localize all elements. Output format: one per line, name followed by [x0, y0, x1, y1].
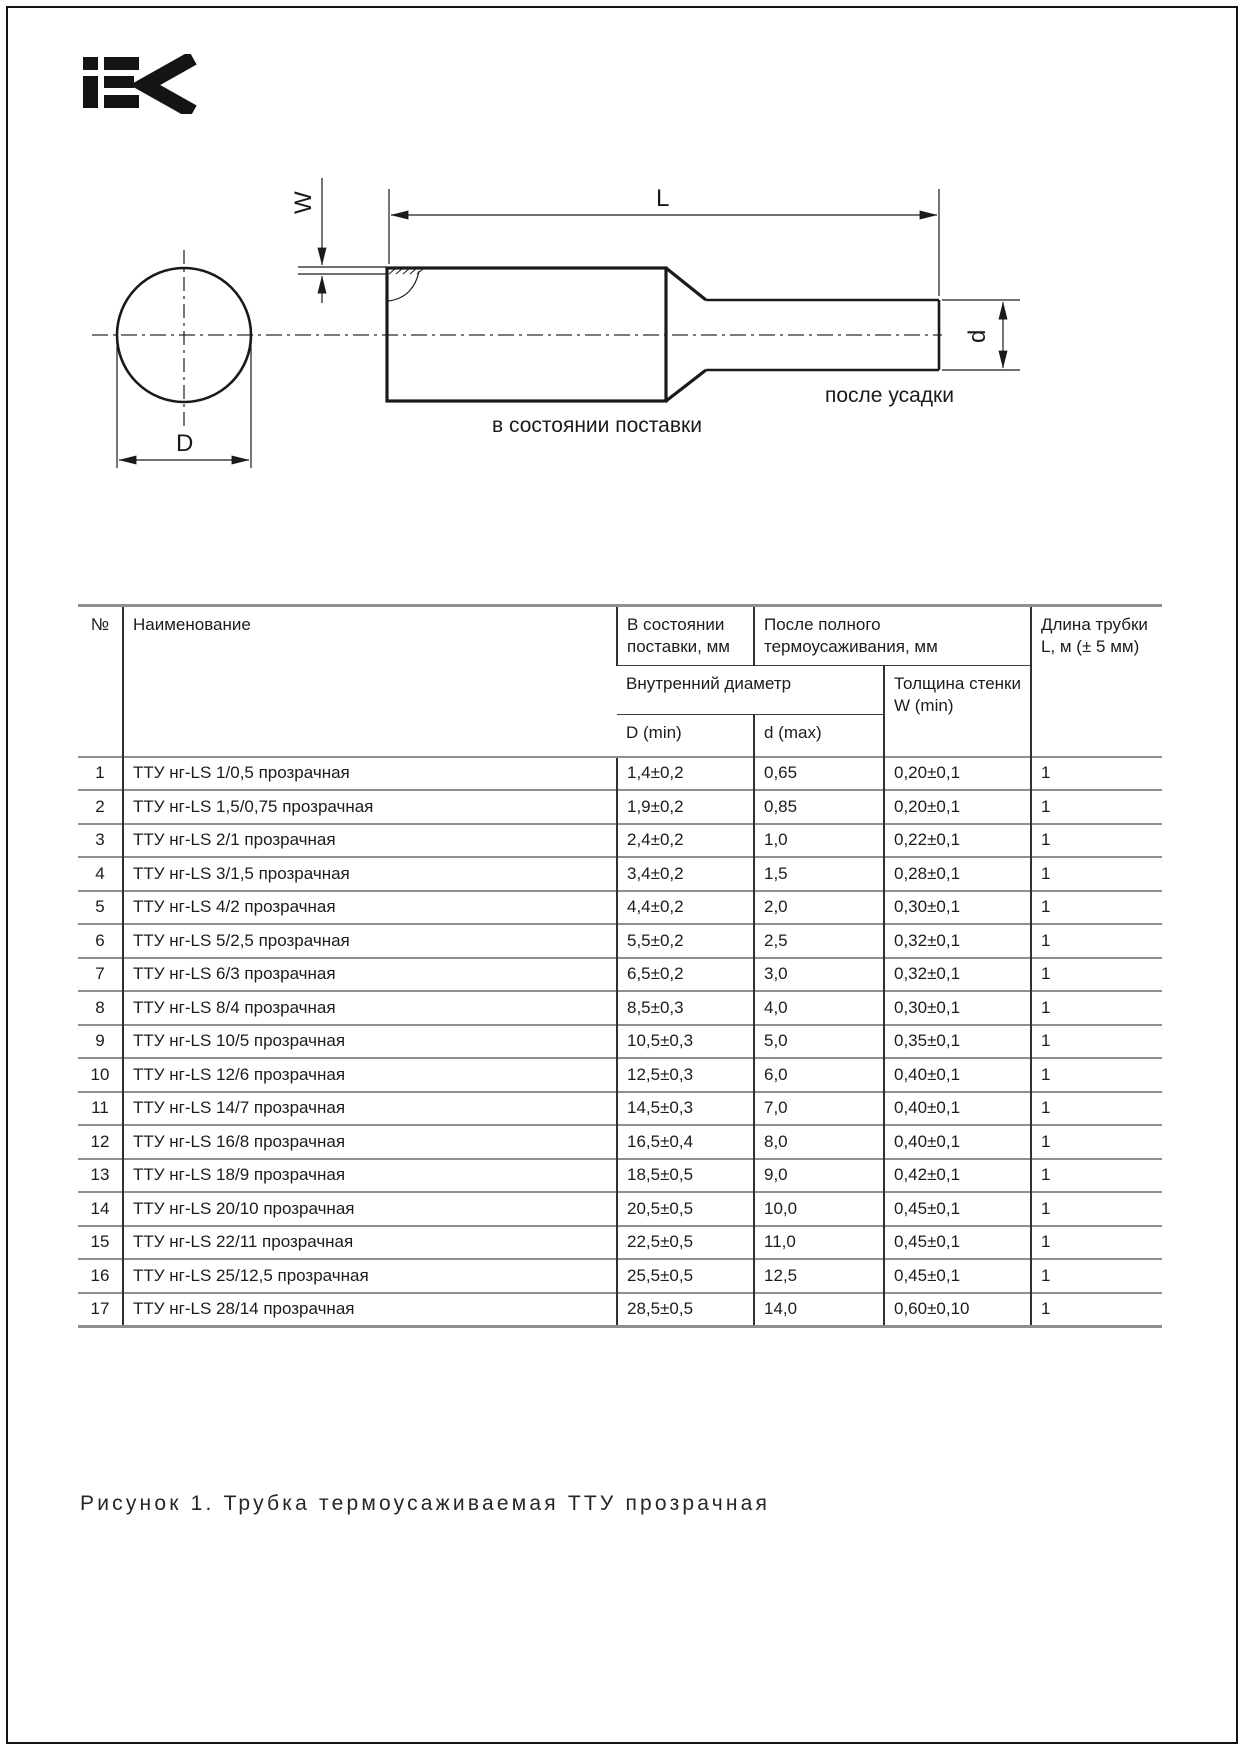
cell-W-min: 0,40±0,1	[884, 1092, 1031, 1126]
spec-table-body	[78, 757, 1162, 1327]
table-row	[78, 857, 1162, 891]
cell-L: 1	[1031, 1259, 1162, 1293]
cell-num: 14	[78, 1192, 123, 1226]
cell-D-min: 1,4±0,2	[617, 757, 754, 791]
cell-W-min: 0,40±0,1	[884, 1058, 1031, 1092]
cell-L: 1	[1031, 790, 1162, 824]
cell-name: ТТУ нг-LS 16/8 прозрачная	[123, 1125, 617, 1159]
col-header-d-max: d (max)	[754, 715, 884, 757]
cell-num: 10	[78, 1058, 123, 1092]
dimension-d	[942, 300, 1020, 370]
cell-D-min: 12,5±0,3	[617, 1058, 754, 1092]
col-header-after-shrink: После полного термоусаживания, мм	[754, 606, 1031, 666]
cell-name: ТТУ нг-LS 10/5 прозрачная	[123, 1025, 617, 1059]
cell-num: 7	[78, 958, 123, 992]
table-row	[78, 991, 1162, 1025]
after-shrink-label: после усадки	[825, 384, 954, 407]
table-row	[78, 1058, 1162, 1092]
spec-table	[78, 604, 1162, 1328]
col-header-tube-length: Длина трубки L, м (± 5 мм)	[1031, 606, 1162, 757]
table-row	[78, 1259, 1162, 1293]
col-header-wall-thickness: Толщина стенки W (min)	[884, 666, 1031, 757]
cell-W-min: 0,45±0,1	[884, 1192, 1031, 1226]
cell-name: ТТУ нг-LS 4/2 прозрачная	[123, 891, 617, 925]
cell-D-min: 6,5±0,2	[617, 958, 754, 992]
technical-drawing	[80, 170, 1030, 470]
cell-L: 1	[1031, 824, 1162, 858]
cell-name: ТТУ нг-LS 28/14 прозрачная	[123, 1293, 617, 1327]
cell-L: 1	[1031, 1159, 1162, 1193]
cell-W-min: 0,22±0,1	[884, 824, 1031, 858]
cell-D-min: 25,5±0,5	[617, 1259, 754, 1293]
cell-W-min: 0,30±0,1	[884, 991, 1031, 1025]
cell-D-min: 3,4±0,2	[617, 857, 754, 891]
cell-name: ТТУ нг-LS 25/12,5 прозрачная	[123, 1259, 617, 1293]
cell-num: 16	[78, 1259, 123, 1293]
col-header-num: №	[90, 615, 110, 634]
cell-name: ТТУ нг-LS 18/9 прозрачная	[123, 1159, 617, 1193]
figure-caption: Рисунок 1. Трубка термоусаживаемая ТТУ прозрачная	[80, 1492, 771, 1515]
cell-d-max: 9,0	[754, 1159, 884, 1193]
cell-L: 1	[1031, 1058, 1162, 1092]
cell-D-min: 28,5±0,5	[617, 1293, 754, 1327]
spec-table-head	[78, 606, 1162, 757]
cell-name: ТТУ нг-LS 14/7 прозрачная	[123, 1092, 617, 1126]
delivery-state-label: в состоянии поставки	[492, 414, 702, 437]
cell-L: 1	[1031, 1192, 1162, 1226]
dimension-L-label: L	[656, 185, 670, 212]
cell-D-min: 2,4±0,2	[617, 824, 754, 858]
dimension-D-label: D	[176, 430, 194, 457]
cell-D-min: 10,5±0,3	[617, 1025, 754, 1059]
cell-num: 3	[78, 824, 123, 858]
cell-L: 1	[1031, 958, 1162, 992]
cell-L: 1	[1031, 924, 1162, 958]
table-row	[78, 1092, 1162, 1126]
table-row	[78, 790, 1162, 824]
cell-D-min: 5,5±0,2	[617, 924, 754, 958]
cell-d-max: 6,0	[754, 1058, 884, 1092]
header-row-groups	[78, 606, 1162, 666]
cell-L: 1	[1031, 1092, 1162, 1126]
table-row	[78, 1159, 1162, 1193]
cell-name: ТТУ нг-LS 1,5/0,75 прозрачная	[123, 790, 617, 824]
col-header-delivery-state: В состоянии поставки, мм	[617, 606, 754, 666]
iek-logo	[81, 54, 201, 114]
cell-L: 1	[1031, 1293, 1162, 1327]
cell-D-min: 14,5±0,3	[617, 1092, 754, 1126]
table-row	[78, 891, 1162, 925]
dimension-W-label: W	[290, 191, 317, 214]
cell-W-min: 0,45±0,1	[884, 1259, 1031, 1293]
cell-d-max: 2,5	[754, 924, 884, 958]
cell-W-min: 0,20±0,1	[884, 757, 1031, 791]
dimension-L	[389, 185, 939, 296]
cell-D-min: 1,9±0,2	[617, 790, 754, 824]
cell-num: 5	[78, 891, 123, 925]
cell-d-max: 0,65	[754, 757, 884, 791]
cell-W-min: 0,28±0,1	[884, 857, 1031, 891]
cell-W-min: 0,45±0,1	[884, 1226, 1031, 1260]
cell-num: 4	[78, 857, 123, 891]
table-row	[78, 1293, 1162, 1327]
cell-L: 1	[1031, 891, 1162, 925]
cell-d-max: 12,5	[754, 1259, 884, 1293]
table-row	[78, 1125, 1162, 1159]
cell-name: ТТУ нг-LS 2/1 прозрачная	[123, 824, 617, 858]
cell-name: ТТУ нг-LS 1/0,5 прозрачная	[123, 757, 617, 791]
iek-logo-glyphs	[83, 57, 193, 112]
cell-num: 8	[78, 991, 123, 1025]
cell-D-min: 22,5±0,5	[617, 1226, 754, 1260]
table-row	[78, 958, 1162, 992]
cell-d-max: 3,0	[754, 958, 884, 992]
cell-d-max: 4,0	[754, 991, 884, 1025]
cell-L: 1	[1031, 1125, 1162, 1159]
cell-d-max: 1,0	[754, 824, 884, 858]
cell-num: 17	[78, 1293, 123, 1327]
col-header-D-min: D (min)	[617, 715, 754, 757]
table-row	[78, 924, 1162, 958]
cell-d-max: 2,0	[754, 891, 884, 925]
cell-W-min: 0,30±0,1	[884, 891, 1031, 925]
table-row	[78, 1025, 1162, 1059]
cell-D-min: 20,5±0,5	[617, 1192, 754, 1226]
cell-W-min: 0,35±0,1	[884, 1025, 1031, 1059]
cell-num: 13	[78, 1159, 123, 1193]
cell-name: ТТУ нг-LS 8/4 прозрачная	[123, 991, 617, 1025]
dimension-d-label: d	[964, 329, 991, 343]
cell-W-min: 0,32±0,1	[884, 958, 1031, 992]
cell-d-max: 8,0	[754, 1125, 884, 1159]
cell-num: 11	[78, 1092, 123, 1126]
cell-d-max: 11,0	[754, 1226, 884, 1260]
cell-d-max: 10,0	[754, 1192, 884, 1226]
dimension-W	[290, 178, 386, 303]
cell-name: ТТУ нг-LS 5/2,5 прозрачная	[123, 924, 617, 958]
col-header-inner-diameter: Внутренний диаметр	[617, 666, 884, 715]
table-row	[78, 757, 1162, 791]
table-row	[78, 824, 1162, 858]
cell-name: ТТУ нг-LS 3/1,5 прозрачная	[123, 857, 617, 891]
cell-W-min: 0,60±0,10	[884, 1293, 1031, 1327]
col-header-name: Наименование	[123, 606, 617, 757]
cell-num: 1	[78, 757, 123, 791]
table-row	[78, 1192, 1162, 1226]
cell-name: ТТУ нг-LS 20/10 прозрачная	[123, 1192, 617, 1226]
cell-d-max: 7,0	[754, 1092, 884, 1126]
cell-d-max: 0,85	[754, 790, 884, 824]
cell-L: 1	[1031, 991, 1162, 1025]
cell-num: 6	[78, 924, 123, 958]
cell-W-min: 0,32±0,1	[884, 924, 1031, 958]
cell-D-min: 18,5±0,5	[617, 1159, 754, 1193]
cell-name: ТТУ нг-LS 6/3 прозрачная	[123, 958, 617, 992]
cell-num: 9	[78, 1025, 123, 1059]
cell-d-max: 5,0	[754, 1025, 884, 1059]
cell-L: 1	[1031, 1226, 1162, 1260]
cell-D-min: 8,5±0,3	[617, 991, 754, 1025]
cell-W-min: 0,42±0,1	[884, 1159, 1031, 1193]
cell-num: 12	[78, 1125, 123, 1159]
cell-name: ТТУ нг-LS 12/6 прозрачная	[123, 1058, 617, 1092]
cell-d-max: 1,5	[754, 857, 884, 891]
cell-D-min: 4,4±0,2	[617, 891, 754, 925]
cell-name: ТТУ нг-LS 22/11 прозрачная	[123, 1226, 617, 1260]
cell-L: 1	[1031, 757, 1162, 791]
cell-L: 1	[1031, 1025, 1162, 1059]
table-row	[78, 1226, 1162, 1260]
cell-L: 1	[1031, 857, 1162, 891]
cell-W-min: 0,40±0,1	[884, 1125, 1031, 1159]
cell-d-max: 14,0	[754, 1293, 884, 1327]
cell-num: 2	[78, 790, 123, 824]
cell-W-min: 0,20±0,1	[884, 790, 1031, 824]
cross-section-view	[117, 250, 251, 468]
cell-num: 15	[78, 1226, 123, 1260]
cell-D-min: 16,5±0,4	[617, 1125, 754, 1159]
